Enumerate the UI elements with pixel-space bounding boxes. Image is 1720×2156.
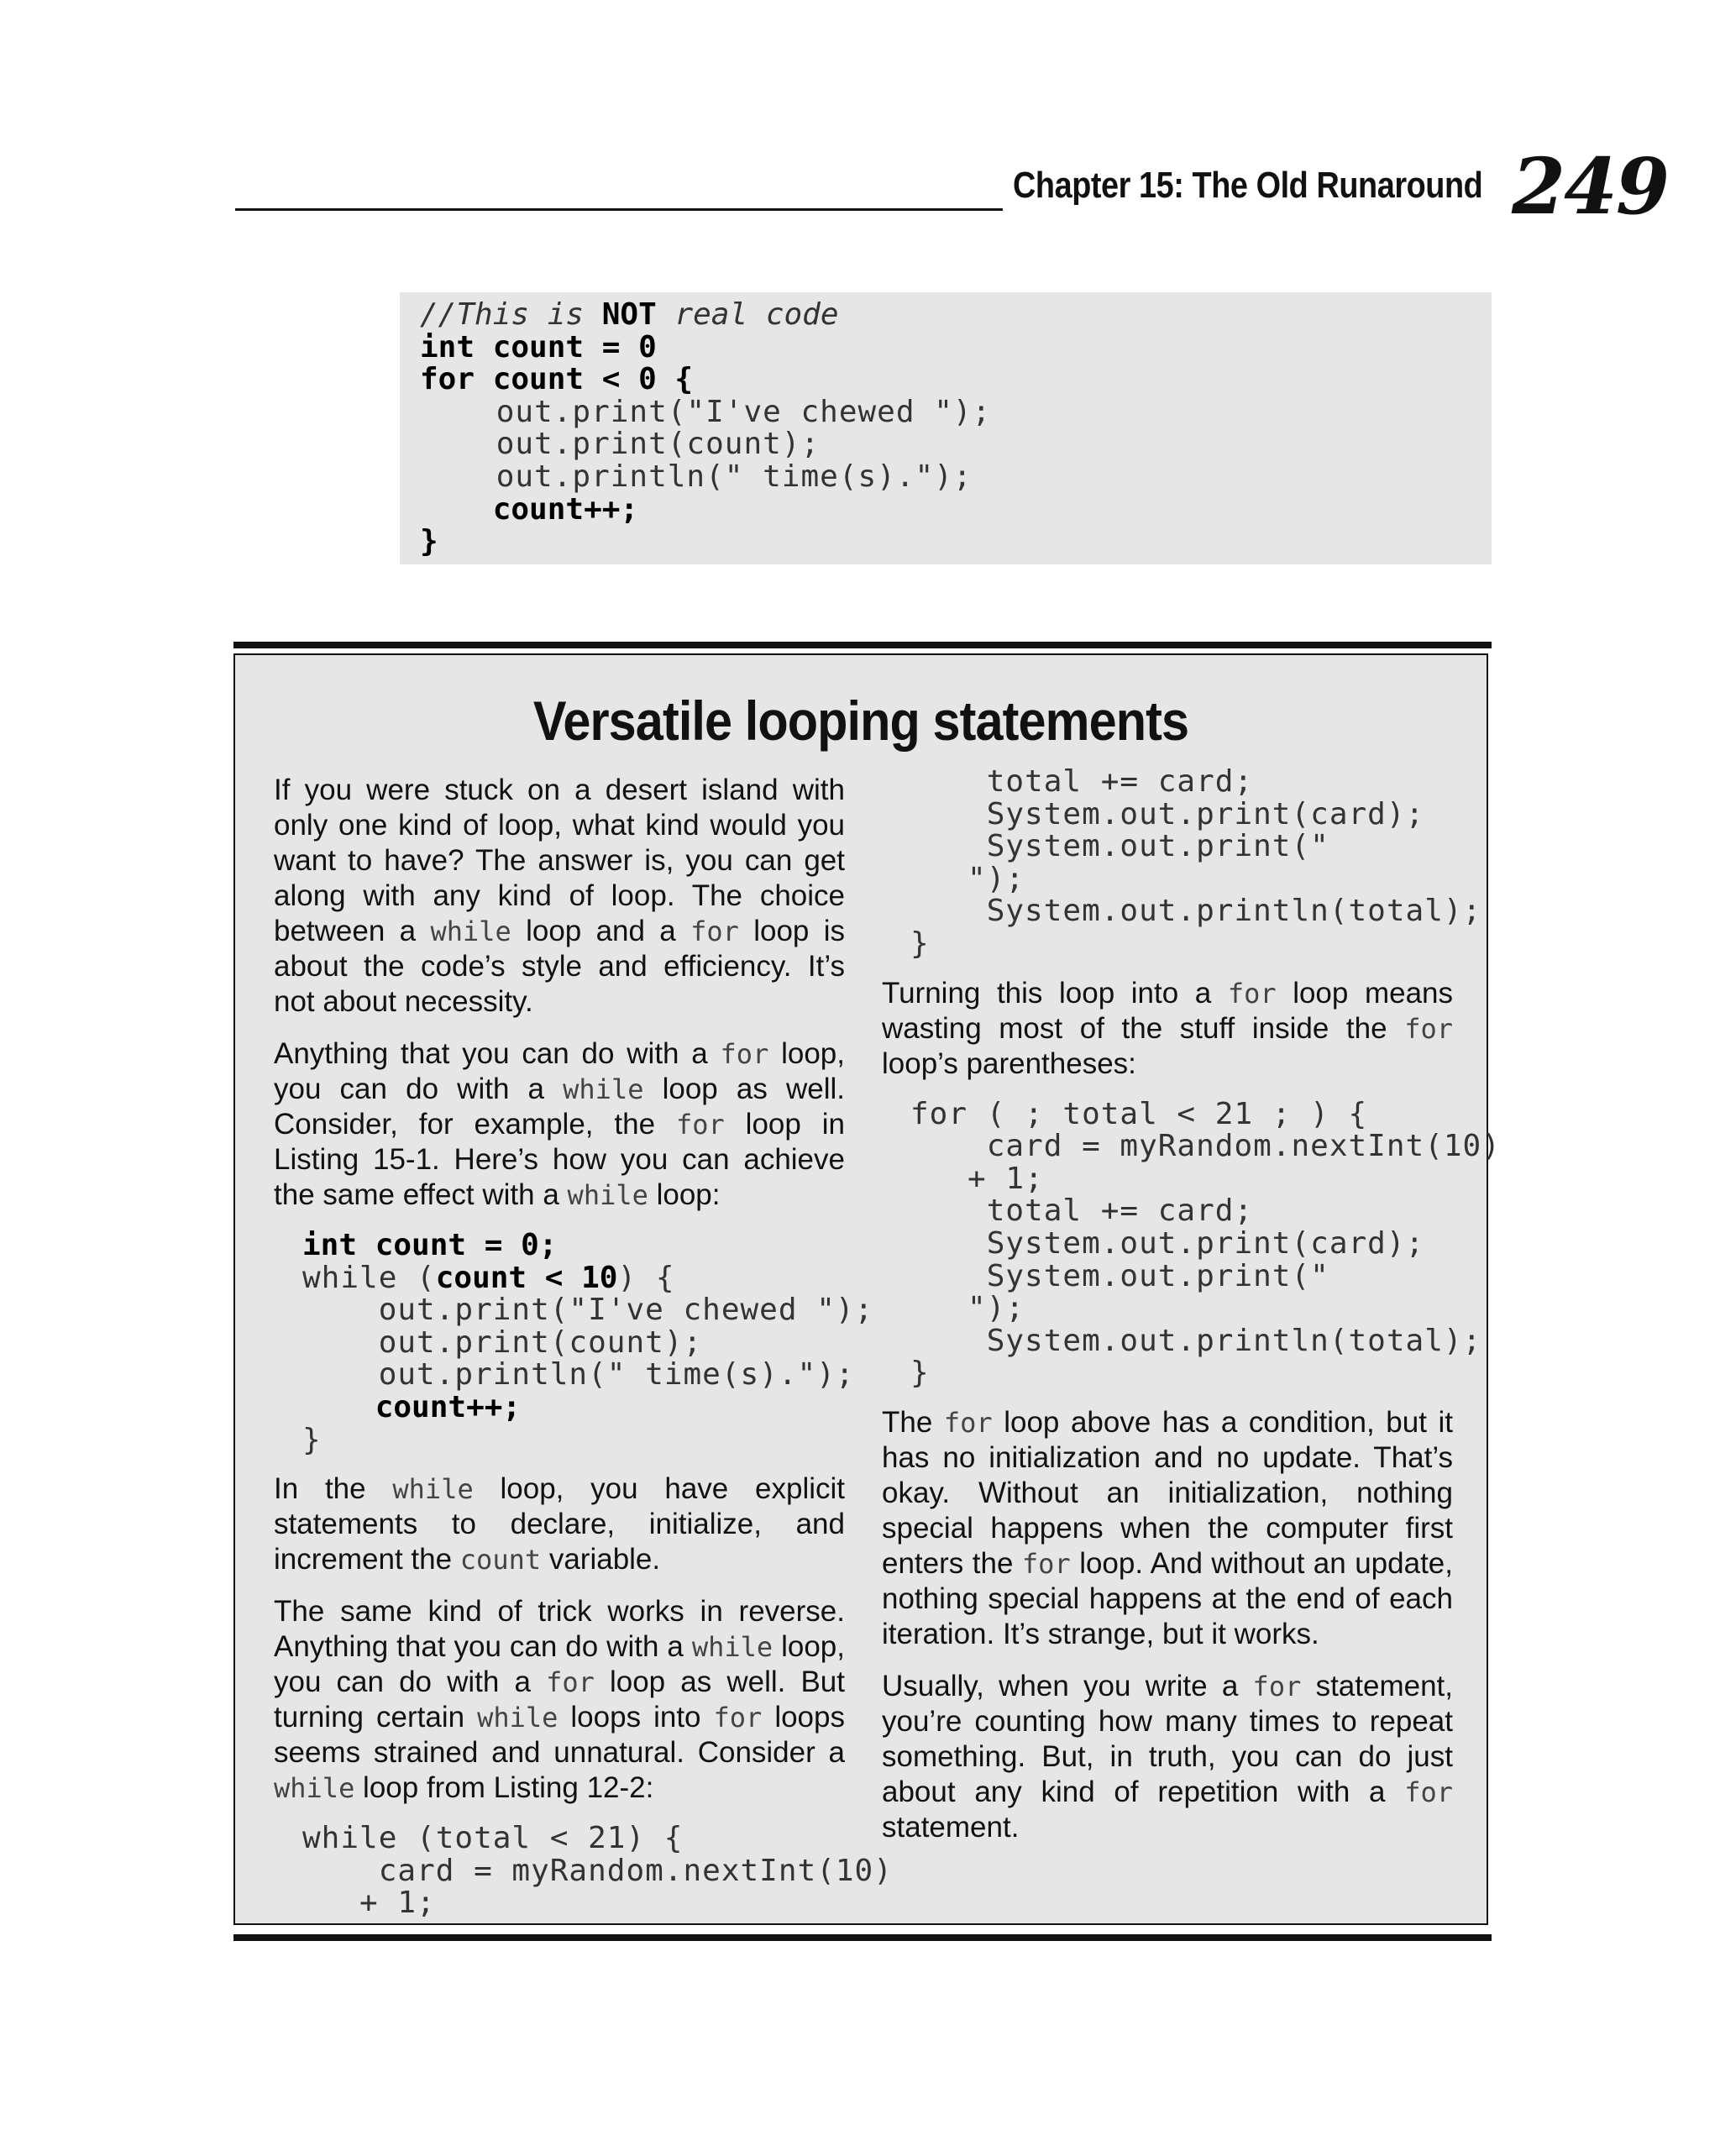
top-code <box>420 299 991 559</box>
sidebar-top-rule <box>233 642 1492 648</box>
code-line: //This is <box>420 297 602 332</box>
paragraph: If you were stuck on a desert island with only one kind of loop, what kind would you want to have? The answer is, you can get along with any kind of loop. The choice between a while loop and a for loop is about the code’s style and efficiency. It’s not about necessity. <box>274 774 845 1018</box>
code-line: } <box>420 524 438 559</box>
code-line: int count = 0 <box>420 329 657 365</box>
sidebar-title: Versatile looping statements <box>532 690 1189 752</box>
code-line: NOT <box>601 297 657 332</box>
chapter-title: Chapter 15: The Old Runaround <box>1013 165 1483 206</box>
code-block: int count = 0; while (count < 10) { out.print("I've chewed "); out.print(count); out.println(" time(s)."); count++; } <box>302 1228 874 1457</box>
sidebar-right-column <box>882 764 1501 1862</box>
code-line: real code <box>656 297 839 332</box>
paragraph: Anything that you can do with a for loop, you can do with a while loop as well. Consider, for example, the for loop in Listing 15-1. Here’s how you can achieve the same effect with a while loop: <box>274 1037 846 1211</box>
sidebar-box <box>233 653 1501 1925</box>
header-rule <box>235 208 1003 211</box>
paragraph: Turning this loop into a for loop means wasting most of the stuff inside the for loop’s parentheses: <box>882 976 1453 1080</box>
paragraph: In the while loop, you have explicit statements to declare, initialize, and increment the count variable. <box>274 1472 845 1576</box>
code-block: while (total < 21) { card = myRandom.nextInt(10) + 1; <box>302 1821 893 1921</box>
code-line: out.println(" time(s)."); <box>420 459 973 494</box>
code-line: out.print(count); <box>420 427 821 462</box>
sidebar-bottom-rule <box>233 1934 1492 1941</box>
paragraph: Usually, when you write a for statement, you’re counting how many times to repeat something. But, in truth, you can do just about any kind of repetition with a for statement. <box>882 1669 1453 1844</box>
code-block: for ( ; total < 21 ; ) { card = myRandom.nextInt(10) + 1; total += card; System.out.print(card); System.out.print(" "); System.out.println(total); } <box>910 1096 1501 1391</box>
paragraph: The for loop above has a condition, but it has no initialization and no update. That’s okay. Without an initialization, nothing special happens when the computer first enters the for loop. And without an update, nothing special happens at the end of each iteration. It’s strange, but it works. <box>882 1405 1453 1650</box>
top-code-block <box>400 292 1492 564</box>
page-number: 249 <box>1511 141 1668 232</box>
code-line: count++; <box>420 491 639 527</box>
code-line: for count < 0 { <box>420 362 694 397</box>
paragraph: The same kind of trick works in reverse. Anything that you can do with a while loop, you can do with a for loop as well. But turning certain while loops into for loops seems strained and unnatural. Consider a while loop from Listing 12-2: <box>274 1595 845 1805</box>
code-line: out.print("I've chewed "); <box>420 394 992 429</box>
code-block: total += card; System.out.print(card); System.out.print(" "); System.out.println(total); } <box>910 764 1482 961</box>
sidebar-left-column <box>274 773 893 1935</box>
